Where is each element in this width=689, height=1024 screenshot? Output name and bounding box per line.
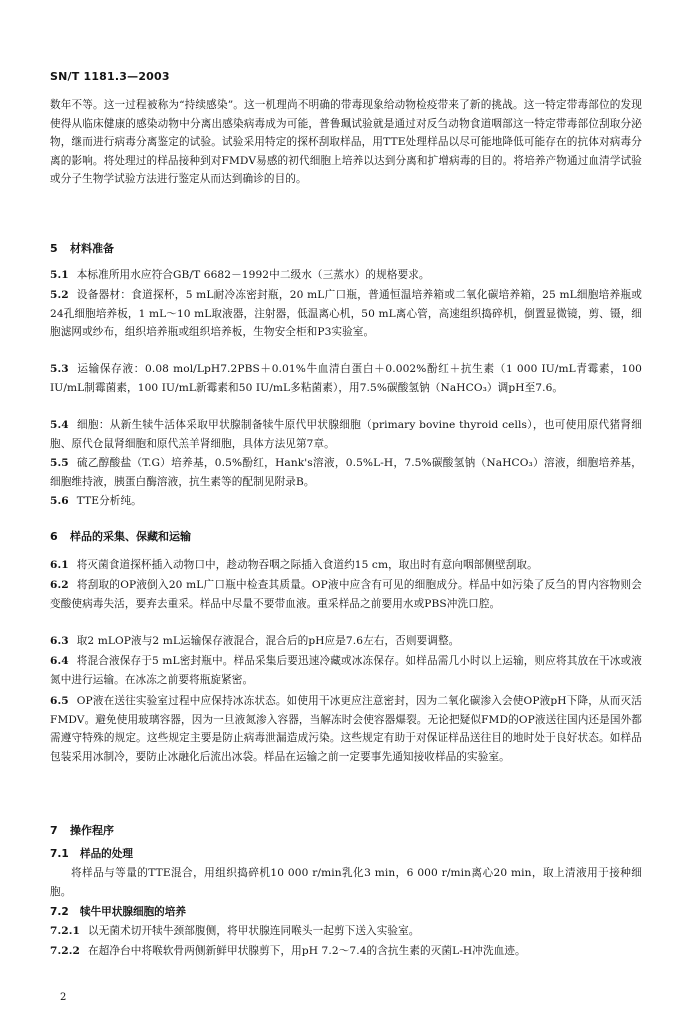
clause-7-2-2: 7.2.2 在超净台中将喉软骨两侧新鲜甲状腺剪下，用pH 7.2～7.4的含抗生素的灭菌L-H冲洗血迹。 [50,945,526,957]
clause-6-2: 6.2 将刮取的OP液倒入20 mL广口瓶中检查其质量。OP液中应含有可见的细胞成分。样品中如污染了反刍的胃内容物则会变酸使病毒失活，要弃去重采。样品中尽量不要带血液。重采样品之前要用水或PBS冲洗口腔。 [50,579,642,610]
section-5-heading [50,240,114,256]
clause-7-1-text: 将样品与等量的TTE混合，用组织捣碎机10 000 r/min乳化3 min，6 000 r/min离心20 min，取上清液用于接种细胞。 [50,867,642,898]
clause-6-3: 6.3 取2 mLOP液与2 mL运输保存液混合，混合后的pH应是7.6左右，否则要调整。 [50,635,460,647]
section-title: 材料准备 [70,242,114,255]
page-number: 2 [60,992,67,1003]
clause-5-2: 5.2 设备器材：食道探杯，5 mL耐冷冻密封瓶，20 mL广口瓶，普通恒温培养箱或二氧化碳培养箱，25 mL细胞培养瓶或24孔细胞培养板，1 mL～10 mL取液器，注射器，低温离心机，50 mL离心管，高速组织捣碎机，倒置显微镜，剪、镊，细胞滤网或纱布，组织培养瓶或组织培养板，生物安全柜和P3实验室。 [50,289,642,338]
clause-5-3: 5.3 运输保存液：0.08 mol/LpH7.2PBS＋0.01%牛血清白蛋白＋0.002%酚红＋抗生素（1 000 IU/mL青霉素，100 IU/mL制霉菌素，100 IU/mL新霉素和50 IU/mL多粘菌素），用7.5%碳酸氢钠（NaHCO₃）调pH至7.6。 [50,363,642,394]
clause-5-1: 5.1 本标准所用水应符合GB/T 6682－1992中二级水（三蒸水）的规格要求。 [50,269,430,281]
section-number: 7 [50,824,58,837]
standard-code: SN/T 1181.3—2003 [50,70,170,83]
section-title: 操作程序 [70,824,114,837]
section-number: 5 [50,242,58,255]
section-7-heading [50,822,114,838]
subsection-7-1-heading: 7.1 样品的处理 [50,848,133,860]
clause-5-5: 5.5 硫乙醇酸盐（T.G）培养基，0.5%酚红，Hank's溶液，0.5%L-H，7.5%碳酸氢钠（NaHCO₃）溶液，细胞培养基，细胞维持液，胰蛋白酶溶液，抗生素等的配制见附录B。 [50,457,642,488]
subsection-7-2-heading: 7.2 犊牛甲状腺细胞的培养 [50,906,186,918]
clause-7-2-1: 7.2.1 以无菌术切开犊牛颈部腹侧，将甲状腺连同喉头一起剪下送入实验室。 [50,925,420,937]
section-title: 样品的采集、保藏和运输 [70,530,191,543]
clause-6-5: 6.5 OP液在送往实验室过程中应保持冰冻状态。如使用干冰更应注意密封，因为二氧化碳渗入会使OP液pH下降，从而灭活FMDV。避免使用玻璃容器，因为一旦液氮渗入容器，当解冻时会使容器爆裂。无论把疑似FMD的OP液送往国内还是国外都需遵守特殊的规定。这些规定主要是防止病毒泄漏造成污染。这些规定有助于对保证样品送往目的地时处于良好状态。如样品包装采用冰制冷，要防止冰融化后流出冰袋。样品在运输之前一定要事先通知接收样品的实验室。 [50,695,642,763]
section-number: 6 [50,530,58,543]
section-6-heading [50,528,191,544]
clause-5-4: 5.4 细胞：从新生犊牛活体采取甲状腺制备犊牛原代甲状腺细胞（primary bovine thyroid cells），也可使用原代猪肾细胞、原代仓鼠肾细胞和原代羔羊肾细胞，具体方法见第7章。 [50,419,642,450]
clause-6-1: 6.1 将灭菌食道探杯插入动物口中，趁动物吞咽之际插入食道约15 cm，取出时有意向咽部侧壁刮取。 [50,559,538,571]
clause-5-6: 5.6 TTE分析纯。 [50,495,142,507]
intro-paragraph: 数年不等。这一过程被称为“持续感染”。这一机理尚不明确的带毒现象给动物检疫带来了新的挑战。这一特定带毒部位的发现使得从临床健康的感染动物中分离出感染病毒成为可能，普鲁珮试验就是通过对反刍动物食道咽部这一特定带毒部位刮取分泌物，继而进行病毒分离鉴定的试验。试验采用特定的探杯刮取样品，用TTE处理样品以尽可能地降低可能存在的抗体对病毒分离的影响。将处理过的样品接种到对FMDV易感的初代细胞上培养以达到分离和扩增病毒的目的。将培养产物通过血清学试验或分子生物学试验方法进行鉴定从而达到确诊的目的。 [50,99,642,185]
clause-6-4: 6.4 将混合液保存于5 mL密封瓶中。样品采集后要迅速冷藏或冰冻保存。如样品需几小时以上运输，则应将其放在干冰或液氮中进行运输。在冰冻之前要将瓶旋紧密。 [50,655,642,686]
